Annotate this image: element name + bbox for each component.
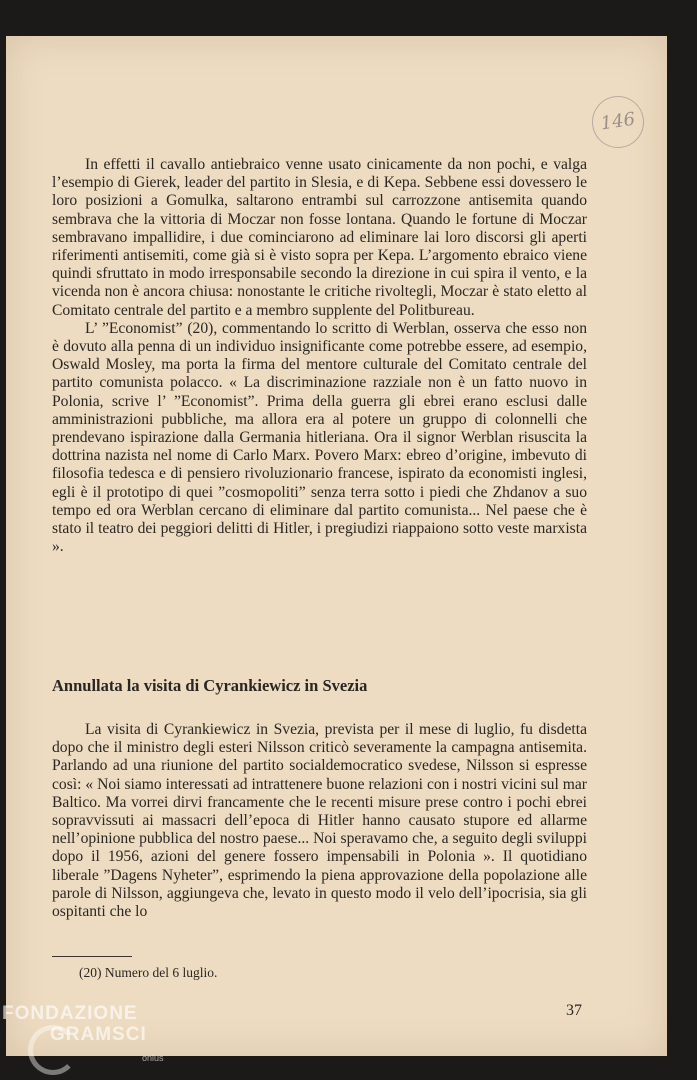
paragraph: L’ ”Economist” (20), commentando lo scritto di Werblan, osserva che esso non è dovuto alla penna di un individuo insignificante come potrebbe essere, ad esempio, Oswald Mosley, ma porta la firma del mentore culturale del Comitato centrale del partito comunista polacco. « La discriminazione razziale non è un fatto nuovo in Polonia, scrive l’ ”Economist”. Prima della guerra gli ebrei erano esclusi dalle amministrazioni pubbliche, ma allora era al potere un gruppo di colonnelli che prendevano ispirazione dalla Germania hitleriana. Ora il signor Werblan risuscita la dottrina nazista nel nome di Carlo Marx. Povero Marx: ebreo d’origine, imbevuto di filosofia tedesca e di pensiero rivoluzionario francese, ispirato da economisti inglesi, egli è il prototipo di quei ”cosmopoliti” senza terra sotto i piedi che Zhdanov a suo tempo ed ora Werblan cercano di eliminare dal partito comunista... Nel paese che è stato il teatro dei peggiori delitti di Hitler, i pregiudizi riappaiono sotto veste marxista ». <box>52 319 587 556</box>
section-heading: Annullata la visita di Cyrankiewicz in Svezia <box>52 676 368 695</box>
watermark-line-3: onlus <box>142 1053 164 1063</box>
body-section-2 <box>52 721 587 921</box>
paragraph: La visita di Cyrankiewicz in Svezia, prevista per il mese di luglio, fu disdetta dopo che il ministro degli esteri Nilsson criticò severamente la campagna antisemita. Parlando ad una riunione del partito socialdemocratico svedese, Nilsson si espresse così: « Noi siamo interessati ad intrattenere buone relazioni con i nostri vicini sul mar Baltico. Ma vorrei dirvi francamente che le recenti misure prese contro i pochi ebrei sopravvissuti ai massacri dell’epoca di Hitler hanno causato stupore ed allarme nell’opinione pubblica del nostro paese... Noi speravamo che, a seguito degli sviluppi dopo il 1956, azioni del genere fossero impensabili in Polonia ». Il quotidiano liberale ”Dagens Nyheter”, esprimendo la piena approvazione della popolazione alle parole di Nilsson, aggiungeva che, levato in questo modo il velo dell’ipocrisia, sia gli ospitanti che lo <box>52 721 587 921</box>
watermark-line-1: FONDAZIONE <box>2 1003 138 1024</box>
footnote-divider <box>52 956 132 957</box>
page-number: 37 <box>566 1002 582 1019</box>
watermark-line-2: GRAMSCI <box>50 1024 147 1045</box>
handwritten-archive-number: 146 <box>589 93 648 152</box>
paragraph: In effetti il cavallo antiebraico venne usato cinicamente da non pochi, e valga l’esempio di Gierek, leader del partito in Slesia, e di Kepa. Sebbene essi dovessero le loro posizioni a Gomulka, saltarono entrambi sul carrozzone antisemita quando sembrava che la vittoria di Moczar non fosse lontana. Quando le fortune di Moczar sembravano impallidire, i due cominciarono ad eliminare lai loro discorsi gli aperti riferimenti antisemiti, come già si è visto sopra per Kepa. L’argomento ebraico viene quindi sfruttato in modo irresponsabile secondo la direzione in cui spira il vento, e la vicenda non è ancora chiusa: nonostante le critiche rivoltegli, Moczar è stato eletto al Comitato centrale del partito e a membro supplente del Politbureau. <box>52 156 587 319</box>
archive-watermark-logo <box>2 1003 192 1075</box>
document-page <box>6 36 667 1056</box>
footnote: (20) Numero del 6 luglio. <box>79 965 218 980</box>
body-section-1 <box>52 156 587 556</box>
